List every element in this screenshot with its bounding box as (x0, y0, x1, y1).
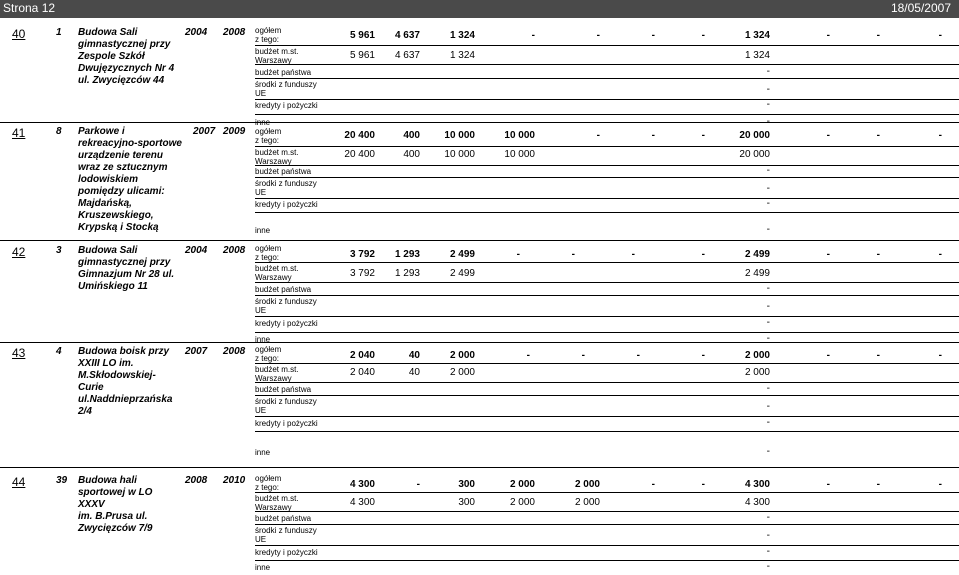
start-year: 2004 (185, 27, 208, 38)
name-line: rekreacyjno-sportowe (78, 138, 182, 149)
row-number: 42 (12, 245, 26, 259)
eu-value: - (766, 530, 770, 541)
total-value: - (631, 249, 635, 260)
total-value: 5 961 (349, 30, 375, 41)
total-value: - (938, 30, 942, 41)
total-value: 4 300 (349, 479, 375, 490)
total-value: - (876, 30, 880, 41)
source-other-label: inne (255, 563, 271, 572)
total-value: - (571, 249, 575, 260)
total-value: - (701, 130, 705, 141)
city-value: 400 (403, 149, 420, 160)
total-value: - (596, 30, 600, 41)
item-position: 4 (56, 346, 62, 357)
total-value: 300 (458, 479, 475, 490)
other-value: - (766, 446, 770, 457)
investment-name (78, 27, 178, 87)
total-value: - (701, 479, 705, 490)
source-other-label: inne (255, 335, 271, 344)
city-value: 2 040 (349, 367, 375, 378)
total-value: 2 000 (574, 479, 600, 490)
source-state-label: budżet państwa (255, 167, 312, 176)
total-value: - (876, 479, 880, 490)
city-value: 2 000 (744, 367, 770, 378)
name-line: 2/4 (78, 406, 92, 417)
source-state-label: budżet państwa (255, 285, 312, 294)
city-value: 4 637 (394, 50, 420, 61)
name-line: im. B.Prusa ul. (78, 511, 148, 522)
state-value: - (766, 66, 770, 77)
name-line: Budowa Sali (78, 27, 138, 38)
source-eu-label: środki z funduszy UE (255, 526, 317, 544)
source-total-label: ogółem z tego: (255, 26, 282, 44)
name-line: urządzenie terenu (78, 150, 164, 161)
total-value: - (651, 30, 655, 41)
start-year: 2008 (185, 475, 208, 486)
total-value: 2 000 (744, 350, 770, 361)
total-value: - (516, 249, 520, 260)
name-line: ul. Zwycięzców 44 (78, 75, 165, 86)
end-year: 2008 (223, 245, 246, 256)
total-value: 10 000 (504, 130, 535, 141)
report-date: 18/05/2007 (890, 1, 951, 15)
investment-name (78, 126, 186, 234)
item-position: 39 (56, 475, 68, 486)
name-line: M.Skłodowskiej-Curie (78, 370, 156, 393)
city-value: 5 961 (349, 50, 375, 61)
investment-name (78, 346, 178, 418)
page-header (0, 0, 959, 18)
name-line: Budowa hali (78, 475, 137, 486)
source-eu-label: środki z funduszy UE (255, 297, 317, 315)
source-loans-label: kredyty i pożyczki (255, 419, 318, 428)
city-value: 300 (458, 497, 475, 508)
city-value: 2 499 (449, 268, 475, 279)
name-line: Gimnazjum Nr 28 ul. (78, 269, 175, 280)
total-value: 400 (403, 130, 420, 141)
total-value: 4 300 (744, 479, 770, 490)
page-number: Strona 12 (3, 1, 56, 15)
source-eu-label: środki z funduszy UE (255, 179, 317, 197)
name-line: Zwycięzców 7/9 (78, 523, 153, 534)
investment-name (78, 245, 178, 293)
city-value: 20 000 (739, 149, 770, 160)
total-value: - (938, 130, 942, 141)
total-value: - (876, 350, 880, 361)
source-city-label: budżet m.st. Warszawy (255, 264, 299, 282)
source-total-label: ogółem z tego: (255, 474, 282, 492)
name-line: gimnastycznej przy (78, 39, 171, 50)
loans-value: - (766, 99, 770, 110)
name-line: Budowa boisk przy (78, 346, 170, 357)
source-eu-label: środki z funduszy UE (255, 397, 317, 415)
end-year: 2008 (223, 346, 246, 357)
total-value: 3 792 (349, 249, 375, 260)
total-value: - (581, 350, 585, 361)
total-value: 2 040 (349, 350, 375, 361)
name-line: ul.Naddnieprzańska (78, 394, 173, 405)
loans-value: - (766, 198, 770, 209)
source-loans-label: kredyty i pożyczki (255, 101, 318, 110)
source-total-label: ogółem z tego: (255, 244, 282, 262)
eu-value: - (766, 84, 770, 95)
city-value: 2 000 (509, 497, 535, 508)
total-value: - (701, 30, 705, 41)
total-value: - (596, 130, 600, 141)
total-value: - (826, 249, 830, 260)
total-value: - (826, 30, 830, 41)
name-line: Krypską i Stocką (78, 222, 159, 233)
total-value: - (876, 130, 880, 141)
total-value: - (701, 350, 705, 361)
source-state-label: budżet państwa (255, 68, 312, 77)
total-value: 2 499 (449, 249, 475, 260)
total-value: - (701, 249, 705, 260)
name-line: Budowa Sali (78, 245, 138, 256)
name-line: Umińskiego 11 (78, 281, 148, 292)
name-line: Kruszewskiego, (78, 210, 154, 221)
total-value: 40 (408, 350, 420, 361)
end-year: 2009 (223, 126, 246, 137)
total-value: - (526, 350, 530, 361)
name-line: Dwujęzycznych Nr 4 (78, 63, 175, 74)
total-value: 20 000 (739, 130, 770, 141)
start-year: 2007 (193, 126, 216, 137)
city-value: 40 (408, 367, 420, 378)
city-value: 10 000 (504, 149, 535, 160)
total-value: 1 293 (394, 249, 420, 260)
source-total-label: ogółem z tego: (255, 127, 282, 145)
city-value: 2 499 (744, 268, 770, 279)
source-loans-label: kredyty i pożyczki (255, 548, 318, 557)
source-other-label: inne (255, 448, 271, 457)
state-value: - (766, 165, 770, 176)
loans-value: - (766, 417, 770, 428)
city-value: 4 300 (349, 497, 375, 508)
total-value: 1 324 (744, 30, 770, 41)
other-value: - (766, 561, 770, 572)
city-value: 2 000 (574, 497, 600, 508)
total-value: - (826, 350, 830, 361)
other-value: - (766, 116, 770, 127)
item-position: 8 (56, 126, 62, 137)
source-total-label: ogółem z tego: (255, 345, 282, 363)
name-line: XXIII LO im. (78, 358, 134, 369)
start-year: 2004 (185, 245, 208, 256)
row-number: 40 (12, 27, 26, 41)
source-other-label: inne (255, 118, 271, 127)
start-year: 2007 (185, 346, 208, 357)
city-value: 1 324 (449, 50, 475, 61)
name-line: Zespole Szkół (78, 51, 145, 62)
total-value: 2 000 (449, 350, 475, 361)
name-line: gimnastycznej przy (78, 257, 171, 268)
source-city-label: budżet m.st. Warszawy (255, 148, 299, 166)
eu-value: - (766, 401, 770, 412)
total-value: - (938, 350, 942, 361)
row-number: 41 (12, 126, 26, 140)
other-value: - (766, 224, 770, 235)
name-line: lodowiskiem (78, 174, 139, 185)
total-value: - (938, 479, 942, 490)
source-city-label: budżet m.st. Warszawy (255, 494, 299, 512)
name-line: Parkowe i (78, 126, 125, 137)
loans-value: - (766, 317, 770, 328)
total-value: 2 000 (509, 479, 535, 490)
name-line: pomiędzy ulicami: (78, 186, 165, 197)
total-value: - (416, 479, 420, 490)
total-value: - (531, 30, 535, 41)
city-value: 10 000 (444, 149, 475, 160)
total-value: - (826, 479, 830, 490)
city-value: 20 400 (344, 149, 375, 160)
name-line: wraz ze sztucznym (78, 162, 168, 173)
city-value: 1 324 (744, 50, 770, 61)
total-value: - (938, 249, 942, 260)
item-position: 1 (56, 27, 62, 38)
row-number: 43 (12, 346, 26, 360)
source-state-label: budżet państwa (255, 514, 312, 523)
state-value: - (766, 512, 770, 523)
city-value: 3 792 (349, 268, 375, 279)
city-value: 2 000 (449, 367, 475, 378)
total-value: - (651, 130, 655, 141)
city-value: 4 300 (744, 497, 770, 508)
total-value: - (636, 350, 640, 361)
total-value: 2 499 (744, 249, 770, 260)
total-value: 20 400 (344, 130, 375, 141)
other-value: - (766, 333, 770, 344)
name-line: sportowej w LO XXXV (78, 487, 153, 510)
item-position: 3 (56, 245, 62, 256)
total-value: 1 324 (449, 30, 475, 41)
state-value: - (766, 283, 770, 294)
source-city-label: budżet m.st. Warszawy (255, 365, 299, 383)
total-value: 4 637 (394, 30, 420, 41)
eu-value: - (766, 301, 770, 312)
source-loans-label: kredyty i pożyczki (255, 319, 318, 328)
total-value: - (651, 479, 655, 490)
state-value: - (766, 383, 770, 394)
total-value: 10 000 (444, 130, 475, 141)
total-value: - (826, 130, 830, 141)
investment-name (78, 475, 178, 535)
loans-value: - (766, 546, 770, 557)
total-value: - (876, 249, 880, 260)
source-city-label: budżet m.st. Warszawy (255, 47, 299, 65)
source-eu-label: środki z funduszy UE (255, 80, 317, 98)
end-year: 2010 (223, 475, 246, 486)
eu-value: - (766, 183, 770, 194)
source-loans-label: kredyty i pożyczki (255, 200, 318, 209)
city-value: 1 293 (394, 268, 420, 279)
name-line: Majdańską, (78, 198, 132, 209)
source-other-label: inne (255, 226, 271, 235)
source-state-label: budżet państwa (255, 385, 312, 394)
row-number: 44 (12, 475, 26, 489)
end-year: 2008 (223, 27, 246, 38)
